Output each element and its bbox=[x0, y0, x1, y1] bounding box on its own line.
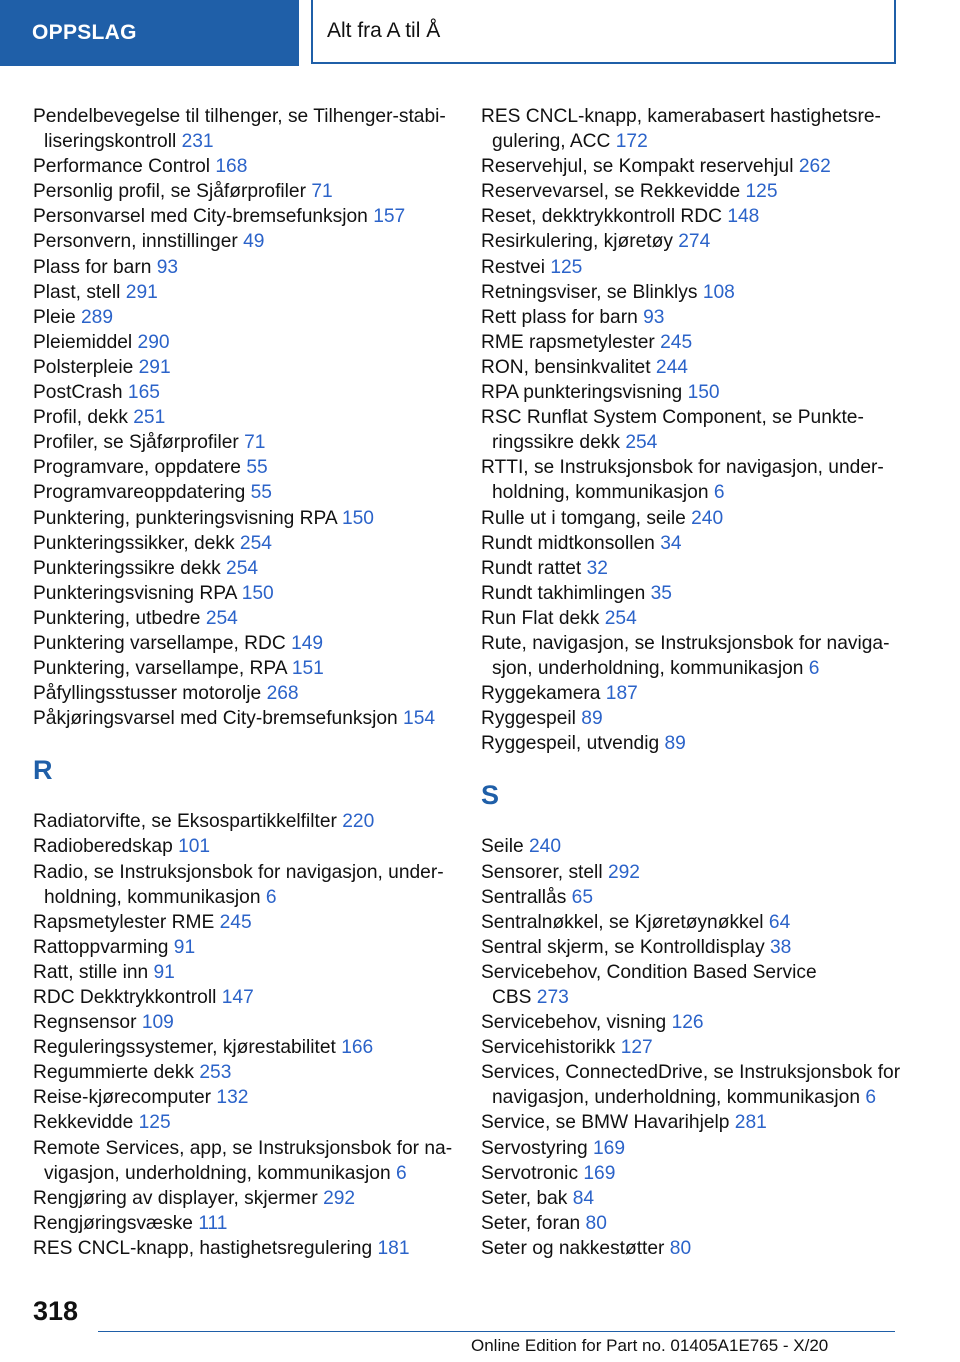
index-entry bbox=[481, 706, 906, 731]
index-entry bbox=[481, 330, 906, 355]
page-reference-link[interactable]: 38 bbox=[770, 936, 792, 958]
page-reference-link[interactable]: 132 bbox=[216, 1087, 249, 1109]
index-entry bbox=[33, 204, 453, 229]
index-entry-text: Servicebehov, Condition Based Service bbox=[481, 961, 817, 983]
page-reference-link[interactable]: 254 bbox=[226, 557, 259, 579]
index-entry-text: Punkteringssikre dekk bbox=[33, 557, 221, 579]
page-reference-link[interactable]: 55 bbox=[246, 457, 268, 479]
index-entry bbox=[33, 681, 453, 706]
index-entry-text: Sentrallås bbox=[481, 886, 567, 908]
index-entry-text: Servicebehov, visning bbox=[481, 1012, 667, 1034]
index-entry bbox=[33, 1236, 453, 1261]
index-entry-text: Rulle ut i tomgang, seile bbox=[481, 507, 686, 529]
page-reference-link[interactable]: 65 bbox=[571, 886, 594, 908]
index-entry-text: Rundt midtkonsollen bbox=[481, 532, 655, 554]
page-reference-link[interactable]: 291 bbox=[125, 281, 158, 303]
index-entry bbox=[33, 430, 453, 455]
index-entry bbox=[481, 581, 906, 606]
page-reference-link[interactable]: 157 bbox=[373, 206, 406, 228]
index-entry bbox=[481, 606, 906, 631]
index-column-right bbox=[481, 104, 906, 1261]
page-reference-link[interactable]: 127 bbox=[620, 1037, 653, 1059]
index-entry bbox=[33, 985, 453, 1010]
index-entry bbox=[481, 1236, 906, 1261]
index-letter-s: S bbox=[481, 780, 500, 811]
index-entry bbox=[481, 631, 906, 681]
page-reference-link[interactable]: 80 bbox=[585, 1212, 607, 1234]
index-entry bbox=[481, 154, 906, 179]
index-entry bbox=[481, 255, 906, 280]
page-reference-link[interactable]: 245 bbox=[660, 331, 693, 353]
index-entry bbox=[33, 706, 453, 731]
page-reference-link[interactable]: 89 bbox=[664, 733, 686, 755]
index-entry bbox=[481, 731, 906, 756]
index-entry bbox=[33, 355, 453, 380]
index-entry-text: Radiatorvifte, se Eksospartikkelfilter bbox=[33, 811, 337, 833]
index-entry-text: Punktering, varsellampe, RPA bbox=[33, 658, 287, 680]
index-entry bbox=[481, 506, 906, 531]
page-reference-link[interactable]: 35 bbox=[650, 582, 672, 604]
index-entry-text: Pleie bbox=[33, 306, 76, 328]
page-reference-link[interactable]: 6 bbox=[808, 658, 820, 680]
index-entry bbox=[481, 405, 906, 455]
index-entry bbox=[33, 255, 453, 280]
index-entry-text: Ryggespeil, utvendig bbox=[481, 733, 660, 755]
index-entry bbox=[33, 455, 453, 480]
page-reference-link[interactable]: 6 bbox=[865, 1087, 877, 1109]
index-entry-text: RTTI, se Instruksjonsbok for navigasjon, under- bbox=[481, 457, 884, 479]
index-entry-text: Rapsmetylester RME bbox=[33, 911, 215, 933]
page-reference-link[interactable]: 172 bbox=[615, 131, 648, 153]
index-entry bbox=[481, 204, 906, 229]
index-entry-text: Ryggespeil bbox=[481, 708, 576, 730]
index-group-r-continued bbox=[481, 104, 906, 756]
page-reference-link[interactable]: 253 bbox=[199, 1062, 232, 1084]
page-reference-link[interactable]: 240 bbox=[529, 836, 562, 858]
page-reference-link[interactable]: 84 bbox=[572, 1187, 595, 1209]
index-entry bbox=[33, 1035, 453, 1060]
page-reference-link[interactable]: 149 bbox=[291, 632, 324, 654]
index-entry-text: RPA punkteringsvisning bbox=[481, 382, 683, 404]
page-reference-link[interactable]: 251 bbox=[133, 407, 166, 429]
index-entry bbox=[481, 1110, 906, 1135]
index-entry-text: Sensorer, stell bbox=[481, 861, 603, 883]
index-entry bbox=[33, 480, 453, 505]
page-reference-link[interactable]: 91 bbox=[173, 936, 196, 958]
section-tab: OPPSLAG bbox=[0, 0, 299, 66]
index-entry-text: Plass for barn bbox=[33, 256, 152, 278]
index-entry bbox=[481, 1211, 906, 1236]
index-entry-text: Reise-kjørecomputer bbox=[33, 1087, 212, 1109]
index-entry-text: Service, se BMW Havarihjelp bbox=[481, 1112, 730, 1134]
index-entry bbox=[33, 834, 453, 859]
page-reference-link[interactable]: 148 bbox=[727, 206, 760, 228]
index-entry bbox=[481, 681, 906, 706]
index-entry bbox=[33, 330, 453, 355]
page-reference-link[interactable]: 254 bbox=[604, 607, 637, 629]
index-entry bbox=[33, 809, 453, 834]
page-reference-link[interactable]: 55 bbox=[250, 482, 272, 504]
index-entry bbox=[33, 631, 453, 656]
page-reference-link[interactable]: 187 bbox=[605, 683, 638, 705]
page-reference-link[interactable]: 168 bbox=[215, 156, 248, 178]
index-group-r bbox=[33, 809, 453, 1261]
index-entry bbox=[481, 556, 906, 581]
index-entry-text: Seile bbox=[481, 836, 524, 858]
index-entry-text: holdning, kommunikasjon bbox=[492, 482, 709, 504]
index-entry-text: Rattoppvarming bbox=[33, 936, 169, 958]
index-entry bbox=[481, 910, 906, 935]
index-entry bbox=[33, 506, 453, 531]
page-reference-link[interactable]: 108 bbox=[702, 281, 735, 303]
page-reference-link[interactable]: 254 bbox=[239, 532, 272, 554]
index-entry-text: RES CNCL-knapp, hastighetsregulering bbox=[33, 1237, 373, 1259]
index-entry bbox=[33, 656, 453, 681]
page-reference-link[interactable]: 150 bbox=[687, 382, 720, 404]
footer-edition: Online Edition for Part no. 01405A1E765 - X/20 bbox=[471, 1336, 829, 1355]
page-reference-link[interactable]: 109 bbox=[141, 1012, 174, 1034]
page-reference-link[interactable]: 6 bbox=[396, 1162, 407, 1184]
index-entry-text: vigasjon, underholdning, kommunikasjon bbox=[44, 1162, 391, 1184]
index-entry bbox=[33, 1186, 453, 1211]
page-reference-link[interactable]: 166 bbox=[341, 1037, 374, 1059]
page-reference-link[interactable]: 147 bbox=[221, 987, 254, 1008]
index-entry-text: RES CNCL-knapp, kamerabasert hastighetsre- bbox=[481, 106, 881, 127]
index-entry bbox=[481, 455, 906, 505]
page-reference-link[interactable]: 93 bbox=[643, 306, 665, 328]
index-entry-text: gulering, ACC bbox=[492, 131, 611, 153]
index-entry-text: Profil, dekk bbox=[33, 407, 128, 429]
index-entry bbox=[33, 229, 453, 254]
index-entry-text: Restvei bbox=[481, 256, 545, 278]
index-entry bbox=[33, 581, 453, 606]
page-reference-link[interactable]: 165 bbox=[127, 382, 160, 404]
page-reference-link[interactable]: 125 bbox=[138, 1112, 171, 1134]
index-entry-text: RON, bensinkvalitet bbox=[481, 356, 651, 378]
index-entry-text: Rundt rattet bbox=[481, 557, 582, 579]
index-entry-text: Remote Services, app, se Instruksjonsbok for na- bbox=[33, 1137, 453, 1159]
index-entry bbox=[481, 860, 906, 885]
page-reference-link[interactable]: 273 bbox=[536, 987, 569, 1008]
page-reference-link[interactable]: 274 bbox=[678, 231, 711, 253]
index-entry-text: Regummierte dekk bbox=[33, 1062, 195, 1084]
page-header bbox=[0, 0, 960, 66]
index-entry bbox=[33, 405, 453, 430]
index-entry bbox=[33, 935, 453, 960]
index-entry-text: holdning, kommunikasjon bbox=[44, 886, 261, 908]
index-entry bbox=[33, 154, 453, 179]
page-reference-link[interactable]: 240 bbox=[691, 507, 724, 529]
chapter-title: Alt fra A til Å bbox=[311, 0, 896, 64]
page-reference-link[interactable]: 292 bbox=[607, 861, 640, 883]
page-reference-link[interactable]: 71 bbox=[244, 432, 266, 454]
index-entry bbox=[33, 1136, 453, 1186]
index-column-left bbox=[33, 104, 453, 1261]
index-entry bbox=[481, 104, 906, 154]
page-reference-link[interactable]: 268 bbox=[266, 683, 299, 705]
page-reference-link[interactable]: 292 bbox=[323, 1187, 356, 1209]
index-entry bbox=[481, 179, 906, 204]
page-reference-link[interactable]: 71 bbox=[311, 181, 333, 203]
index-entry bbox=[481, 960, 906, 1010]
index-entry-text: Servicehistorikk bbox=[481, 1037, 616, 1059]
index-entry bbox=[481, 1186, 906, 1211]
index-group-s bbox=[481, 834, 906, 1261]
index-entry bbox=[481, 305, 906, 330]
page-reference-link[interactable]: 64 bbox=[768, 911, 791, 933]
index-entry-text: Programvareoppdatering bbox=[33, 482, 246, 504]
page-reference-link[interactable]: 89 bbox=[581, 708, 603, 730]
index-entry-text: Reservehjul, se Kompakt reservehjul bbox=[481, 156, 794, 178]
page-reference-link[interactable]: 151 bbox=[291, 658, 324, 680]
index-entry-text: Run Flat dekk bbox=[481, 607, 600, 629]
page-reference-link[interactable]: 262 bbox=[798, 156, 831, 178]
index-entry-text: Punktering varsellampe, RDC bbox=[33, 632, 286, 654]
index-entry-text: Regnsensor bbox=[33, 1012, 137, 1034]
index-entry-text: Services, ConnectedDrive, se Instruksjonsbok for bbox=[481, 1062, 901, 1084]
page-reference-link[interactable]: 181 bbox=[377, 1237, 410, 1259]
index-entry bbox=[33, 606, 453, 631]
index-entry-text: Reset, dekktrykkontroll RDC bbox=[481, 206, 722, 228]
page-reference-link[interactable]: 254 bbox=[625, 432, 658, 454]
page-reference-link[interactable]: 291 bbox=[138, 356, 171, 378]
index-entry bbox=[481, 885, 906, 910]
footer-rule bbox=[98, 1331, 895, 1332]
index-entry-text: Rundt takhimlingen bbox=[481, 582, 646, 604]
index-entry-text: Rengjøring av displayer, skjermer bbox=[33, 1187, 318, 1209]
index-entry-text: ringssikre dekk bbox=[492, 432, 620, 454]
index-entry-text: Servostyring bbox=[481, 1137, 588, 1159]
index-entry-text: Retningsviser, se Blinklys bbox=[481, 281, 698, 303]
index-entry bbox=[33, 1110, 453, 1135]
index-entry bbox=[33, 1010, 453, 1035]
index-entry-text: Personlig profil, se Sjåførprofiler bbox=[33, 181, 306, 203]
index-entry bbox=[33, 380, 453, 405]
page-reference-link[interactable]: 150 bbox=[341, 507, 374, 529]
page-reference-link[interactable]: 111 bbox=[198, 1212, 228, 1234]
index-letter-r: R bbox=[33, 755, 53, 786]
index-entry-text: Plast, stell bbox=[33, 281, 121, 303]
index-entry-text: Seter, foran bbox=[481, 1212, 581, 1234]
index-entry-text: Rekkevidde bbox=[33, 1112, 134, 1134]
index-entry bbox=[33, 305, 453, 330]
index-entry bbox=[481, 834, 906, 859]
index-entry bbox=[481, 1161, 906, 1186]
index-entry-text: Personvern, innstillinger bbox=[33, 231, 238, 253]
page-reference-link[interactable]: 6 bbox=[265, 886, 277, 908]
index-entry bbox=[33, 1085, 453, 1110]
index-entry-text: Sentralnøkkel, se Kjøretøynøkkel bbox=[481, 911, 764, 933]
page-reference-link[interactable]: 93 bbox=[156, 256, 179, 278]
index-entry-text: Seter og nakkestøtter bbox=[481, 1237, 665, 1259]
page-reference-link[interactable]: 169 bbox=[592, 1137, 625, 1159]
index-entry-text: Reguleringssystemer, kjørestabilitet bbox=[33, 1037, 336, 1059]
index-entry-text: Programvare, oppdatere bbox=[33, 457, 241, 479]
index-entry-text: Servotronic bbox=[481, 1162, 579, 1184]
index-entry-text: Pendelbevegelse til tilhenger, se Tilhenger-stabi- bbox=[33, 106, 446, 127]
page-number: 318 bbox=[33, 1296, 79, 1326]
index-entry bbox=[33, 960, 453, 985]
index-entry-text: Seter, bak bbox=[481, 1187, 568, 1209]
index-entry-text: sjon, underholdning, kommunikasjon bbox=[492, 658, 804, 680]
index-entry bbox=[33, 104, 453, 154]
page-reference-link[interactable]: 244 bbox=[655, 356, 688, 378]
index-entry-text: Punkteringsvisning RPA bbox=[33, 582, 237, 604]
index-entry-text: Polsterpleie bbox=[33, 356, 134, 378]
page-reference-link[interactable]: 281 bbox=[734, 1112, 767, 1134]
page-reference-link[interactable]: 80 bbox=[669, 1237, 692, 1259]
page-reference-link[interactable]: 231 bbox=[181, 131, 214, 153]
page-reference-link[interactable]: 49 bbox=[243, 231, 265, 253]
index-entry bbox=[481, 1010, 906, 1035]
index-entry-text: Påfyllingsstusser motorolje bbox=[33, 683, 262, 705]
page-reference-link[interactable]: 34 bbox=[660, 532, 682, 554]
page-reference-link[interactable]: 32 bbox=[586, 557, 608, 579]
index-entry bbox=[33, 556, 453, 581]
index-entry bbox=[33, 910, 453, 935]
index-entry-text: Ratt, stille inn bbox=[33, 961, 149, 983]
index-entry-text: Sentral skjerm, se Kontrolldisplay bbox=[481, 936, 765, 958]
index-entry-text: liseringskontroll bbox=[44, 131, 177, 153]
index-entry bbox=[481, 1136, 906, 1161]
index-entry bbox=[481, 280, 906, 305]
index-entry bbox=[33, 531, 453, 556]
page-reference-link[interactable]: 245 bbox=[219, 911, 252, 933]
index-entry bbox=[33, 1211, 453, 1236]
index-entry-text: Pleiemiddel bbox=[33, 331, 133, 353]
index-entry bbox=[33, 179, 453, 204]
index-entry bbox=[481, 380, 906, 405]
index-entry bbox=[33, 860, 453, 910]
index-entry-text: Punkteringssikker, dekk bbox=[33, 532, 235, 554]
index-entry-text: Punktering, utbedre bbox=[33, 607, 201, 629]
index-entry-text: RSC Runflat System Component, se Punkte- bbox=[481, 407, 864, 429]
index-entry-text: Radio, se Instruksjonsbok for navigasjon, under- bbox=[33, 861, 444, 883]
page-reference-link[interactable]: 125 bbox=[550, 256, 583, 278]
index-entry bbox=[33, 280, 453, 305]
index-entry-text: Performance Control bbox=[33, 156, 211, 178]
index-entry-text: RDC Dekktrykkontroll bbox=[33, 987, 217, 1008]
page-reference-link[interactable]: 289 bbox=[81, 306, 114, 328]
index-group-p bbox=[33, 104, 453, 731]
index-entry-text: CBS bbox=[492, 987, 532, 1008]
index-entry-text: Punktering, punkteringsvisning RPA bbox=[33, 507, 337, 529]
page-reference-link[interactable]: 290 bbox=[137, 331, 170, 353]
index-entry-text: Rute, navigasjon, se Instruksjonsbok for naviga- bbox=[481, 632, 890, 654]
index-entry bbox=[481, 531, 906, 556]
index-entry-text: Reservevarsel, se Rekkevidde bbox=[481, 181, 741, 203]
page-reference-link[interactable]: 220 bbox=[342, 811, 375, 833]
index-entry bbox=[481, 935, 906, 960]
page-reference-link[interactable]: 91 bbox=[153, 961, 175, 983]
index-entry-text: Rett plass for barn bbox=[481, 306, 638, 328]
page-reference-link[interactable]: 101 bbox=[178, 836, 211, 858]
index-entry bbox=[481, 1035, 906, 1060]
page-reference-link[interactable]: 254 bbox=[205, 607, 238, 629]
index-entry-text: Ryggekamera bbox=[481, 683, 601, 705]
index-entry-text: Profiler, se Sjåførprofiler bbox=[33, 432, 239, 454]
index-entry bbox=[33, 1060, 453, 1085]
index-entry bbox=[481, 229, 906, 254]
page-reference-link[interactable]: 150 bbox=[241, 582, 274, 604]
index-entry-text: navigasjon, underholdning, kommunikasjon bbox=[492, 1087, 860, 1109]
index-entry-text: PostCrash bbox=[33, 382, 123, 404]
index-entry-text: Radioberedskap bbox=[33, 836, 173, 858]
index-entry bbox=[481, 1060, 906, 1110]
index-entry bbox=[481, 355, 906, 380]
page-reference-link[interactable]: 169 bbox=[583, 1162, 616, 1184]
index-entry-text: Resirkulering, kjøretøy bbox=[481, 231, 673, 253]
page-reference-link[interactable]: 6 bbox=[713, 482, 725, 504]
page-reference-link[interactable]: 126 bbox=[671, 1012, 704, 1034]
page-reference-link[interactable]: 125 bbox=[745, 181, 778, 203]
index-entry-text: Rengjøringsvæske bbox=[33, 1212, 193, 1234]
index-entry-text: Personvarsel med City-bremsefunksjon bbox=[33, 206, 368, 228]
index-entry-text: Påkjøringsvarsel med City-bremsefunksjon bbox=[33, 708, 398, 730]
page-reference-link[interactable]: 154 bbox=[403, 708, 436, 730]
index-entry-text: RME rapsmetylester bbox=[481, 331, 655, 353]
